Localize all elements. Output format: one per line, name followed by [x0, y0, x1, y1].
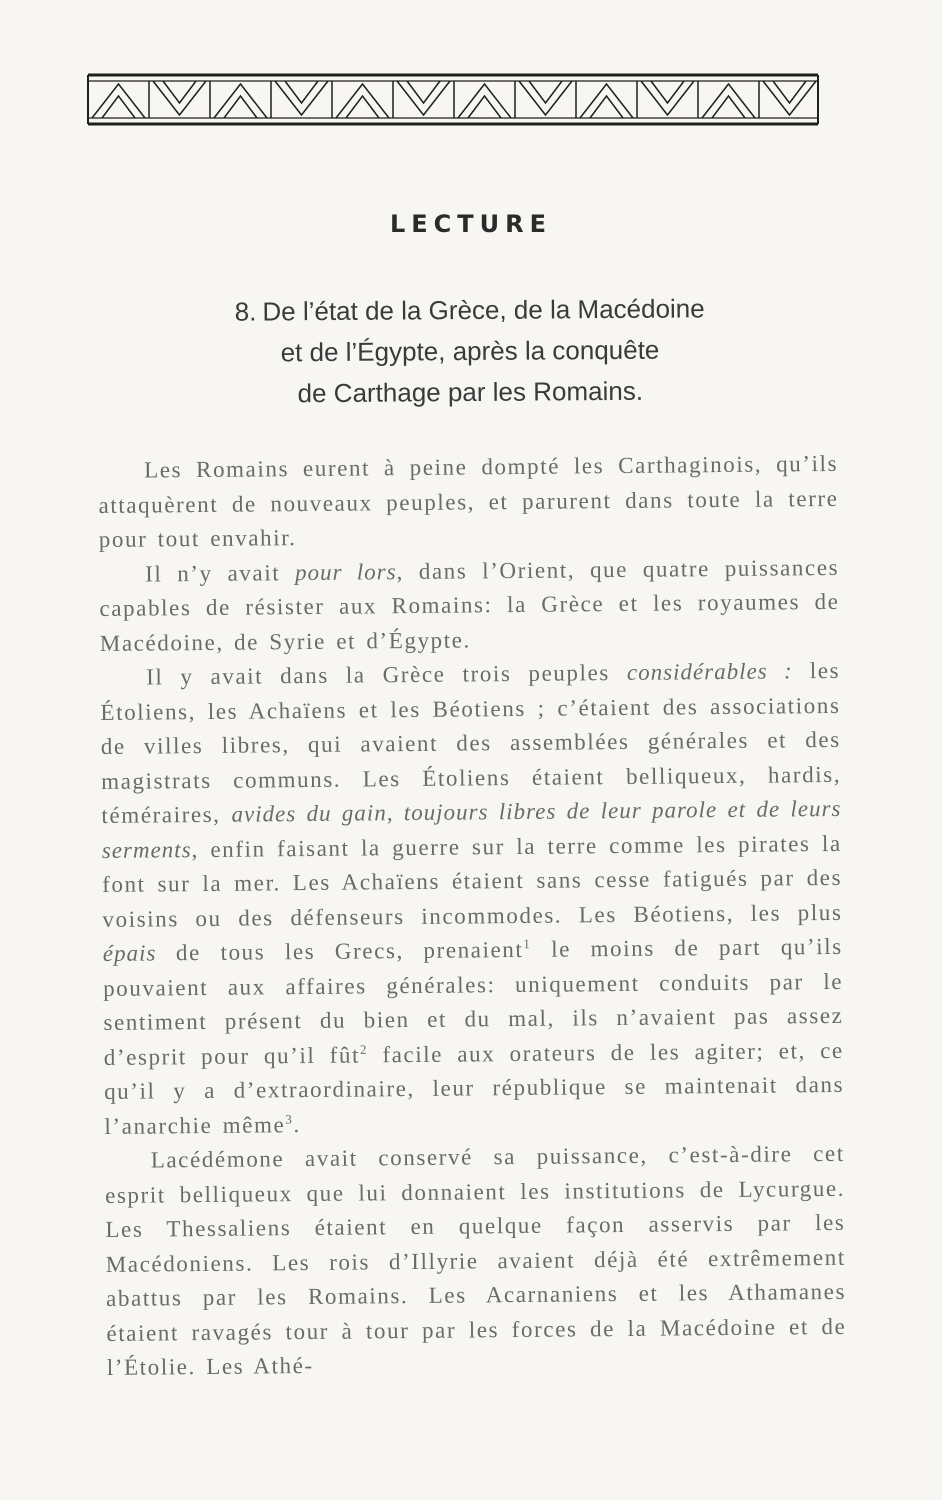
chapter-title	[100, 287, 841, 415]
chapter-title-line-1: 8. De l’état de la Grèce, de la Macédoine	[234, 293, 705, 327]
ornament-motif	[275, 81, 328, 115]
section-heading: LECTURE	[389, 210, 553, 238]
ornament-motif	[153, 81, 206, 115]
paragraph-3: Il y avait dans la Grèce trois peuples considérables : les Étoliens, les Achaïens et les Béotiens ; c’étaient des associations de villes libres, qui avaient des assemblées générales et des magistrats communs. Les Étoliens étaient belliqueux, hardis, téméraires, avides du gain, toujours libres de leur parole et de leurs serments, enfin faisant la guerre sur la terre comme les pirates la font sur la mer. Les Achaïens étaient sans cesse fatigués par des voisins ou des défenseurs incommodes. Les Béotiens, les plus épais de tous les Grecs, prenaient$^1$ le moins de part qu’ils pouvaient aux affaires générales: uniquement conduits par le sentiment présent du bien et du mal, ils n’avaient pas assez d’esprit pour qu’il fût$^2$ facile aux orateurs de les agiter; et, ce qu’il y a d’extraordinaire, leur république se maintenait dans l’anarchie même$^3$.	[100, 657, 845, 1139]
ornament-motif	[214, 84, 267, 118]
ornament-motif	[641, 81, 694, 115]
paragraph-1: Les Romains eurent à peine dompté les Carthaginois, qu’ils attaquèrent de nouveaux peuples, et parurent dans toute la terre pour tout envahir.	[98, 450, 839, 552]
ornament-motif	[763, 81, 816, 115]
footnote-ref-1: 1	[523, 936, 532, 952]
chapter-title-line-2: et de l’Égypte, après la conquête	[280, 334, 660, 368]
ornament-motif	[580, 84, 633, 118]
ornament-motif	[458, 84, 511, 118]
ornament-motif	[92, 84, 145, 118]
footnote-ref-2: 2	[359, 1041, 369, 1057]
ornament-motif	[519, 81, 572, 115]
ornament-motif	[397, 81, 450, 115]
paragraph-4: Lacédémone avait conservé sa puissance, c’est-à-dire cet esprit belliqueux que lui donnaient les institutions de Lycurgue. Les Thessaliens étaient en quelque façon asservis par les Macédoniens. Les rois d’Illyrie avaient déjà été extrêmement abattus par les Romains. Les Acarnaniens et les Athamanes étaient ravagés tour à tour par les forces de la Macédoine et de l’Étolie. Les Athé-	[104, 1140, 847, 1380]
chapter-number: 8.	[234, 296, 257, 327]
paragraph-2: Il n’y avait pour lors, dans l’Orient, que quatre puissances capables de résister aux Romains: la Grèce et les royaumes de Macédoine, de Syrie et d’Égypte.	[99, 554, 840, 656]
ornament-motif	[336, 84, 389, 118]
chapter-title-line-3: de Carthage par les Romains.	[297, 375, 644, 409]
footnote-ref-3: 3	[285, 1110, 294, 1127]
ornament-motif	[702, 84, 755, 118]
body-text	[98, 447, 847, 1386]
ornament-band-icon	[86, 72, 820, 130]
